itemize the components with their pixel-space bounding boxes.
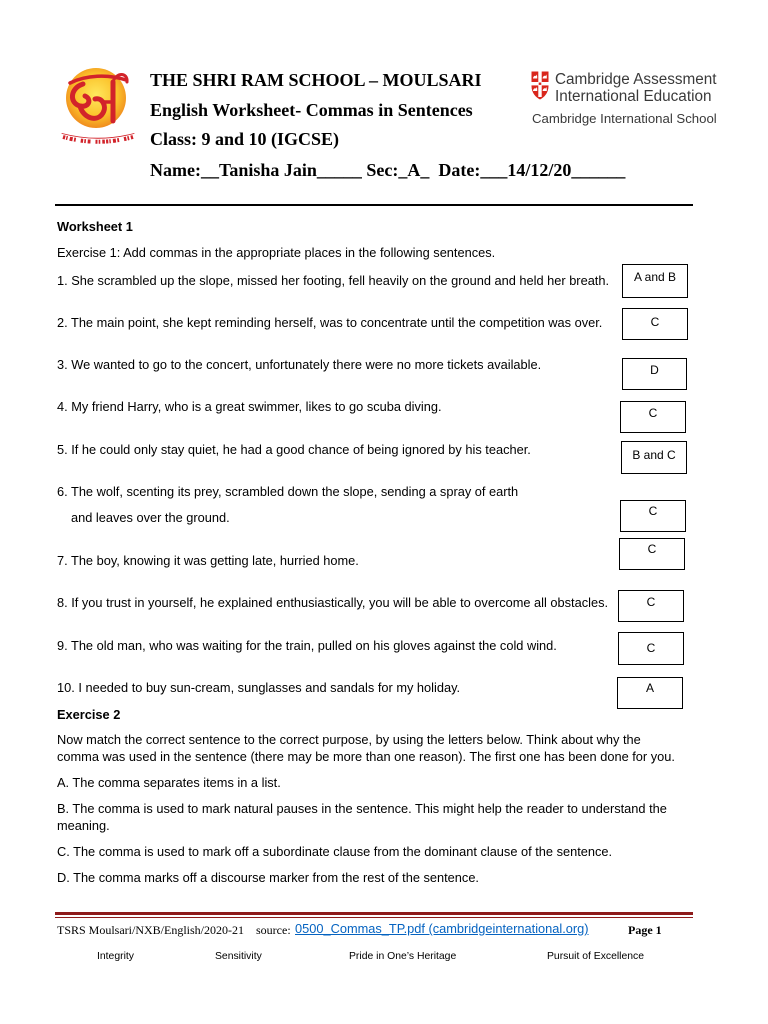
- answer-4: C: [648, 406, 658, 420]
- value-heritage: Pride in One’s Heritage: [349, 951, 457, 962]
- answer-9: C: [646, 641, 656, 655]
- class-line: Class: 9 and 10 (IGCSE): [150, 129, 340, 149]
- answer-3: D: [650, 363, 659, 377]
- answer-box-4: [620, 401, 686, 433]
- page-number: Page 1: [628, 923, 662, 937]
- document-code: TSRS Moulsari/NXB/English/2020-21: [57, 923, 245, 937]
- sentence-1: 1. She scrambled up the slope, missed her footing, fell heavily on the ground and held her breath.: [57, 273, 610, 288]
- answer-box-8: [618, 590, 684, 622]
- exercise2-instruction-line2: comma was used in the sentence (there may be more than one reason). The first one has been done for you.: [57, 749, 675, 764]
- student-name-field: Name:__Tanisha Jain_____: [150, 160, 362, 180]
- sentence-6: 6. The wolf, scenting its prey, scrambled down the slope, sending a spray of earth: [57, 484, 519, 499]
- answer-5: B and C: [632, 448, 676, 462]
- footer-rule-thin: [55, 917, 693, 918]
- cambridge-logo: [531, 71, 549, 100]
- answer-box-5: [621, 441, 687, 474]
- value-excellence: Pursuit of Excellence: [547, 951, 645, 962]
- worksheet-title: English Worksheet- Commas in Sentences: [150, 100, 473, 120]
- answer-box-6: [620, 500, 686, 532]
- footer-rule-thick: [55, 912, 693, 915]
- value-sensitivity: Sensitivity: [215, 951, 262, 962]
- value-integrity: Integrity: [97, 951, 134, 962]
- answer-box-9: [618, 632, 684, 665]
- sentence-8: 8. If you trust in yourself, he explained enthusiastically, you will be able to overcome all obstacles.: [57, 595, 609, 610]
- school-name: THE SHRI RAM SCHOOL – MOULSARI: [150, 70, 482, 90]
- answer-box-10: [617, 677, 683, 709]
- sentence-10: 10. I needed to buy sun-cream, sunglasses and sandals for my holiday.: [57, 680, 461, 695]
- answer-10: A: [645, 681, 654, 695]
- sentence-4: 4. My friend Harry, who is a great swimmer, likes to go scuba diving.: [57, 399, 442, 414]
- cambridge-name-line2: International Education: [555, 88, 712, 105]
- school-logo-emblem: [56, 66, 140, 148]
- exercise2-instruction-line1: Now match the correct sentence to the correct purpose, by using the letters below. Think about why the: [57, 732, 641, 747]
- answer-box-1: [622, 264, 688, 298]
- purpose-c: C. The comma is used to mark off a subordinate clause from the dominant clause of the sentence.: [57, 844, 613, 859]
- cambridge-name-line1: Cambridge Assessment: [555, 71, 717, 88]
- source-link[interactable]: 0500_Commas_TP.pdf (cambridgeinternational.org): [295, 921, 589, 936]
- sentence-5: 5. If he could only stay quiet, he had a good chance of being ignored by his teacher.: [57, 442, 531, 457]
- answer-box-2: [622, 308, 688, 340]
- school-logo: [56, 66, 140, 148]
- sentence-9: 9. The old man, who was waiting for the train, pulled on his gloves against the cold wind.: [57, 638, 557, 653]
- header-divider: [55, 204, 693, 206]
- cambridge-school-label: Cambridge International School: [532, 111, 717, 126]
- purpose-a: A. The comma separates items in a list.: [57, 775, 281, 790]
- source-label: source:: [256, 923, 291, 937]
- answer-box-7: [619, 538, 685, 570]
- answer-7: C: [647, 542, 657, 556]
- student-section-field: Sec:_A_: [366, 160, 430, 180]
- answer-box-3: [622, 358, 687, 390]
- sentence-7: 7. The boy, knowing it was getting late, hurried home.: [57, 553, 359, 568]
- answer-8: C: [646, 595, 656, 609]
- exercise1-instruction: Exercise 1: Add commas in the appropriate places in the following sentences.: [57, 245, 496, 260]
- student-details: [150, 160, 625, 180]
- worksheet-heading: Worksheet 1: [57, 219, 133, 234]
- student-date-field: Date:___14/12/20______: [438, 160, 626, 180]
- answer-2: C: [650, 315, 660, 329]
- sentence-3: 3. We wanted to go to the concert, unfortunately there were no more tickets available.: [57, 357, 542, 372]
- cambridge-shield-icon: [531, 71, 549, 100]
- sentence-6-continued: and leaves over the ground.: [71, 510, 230, 525]
- exercise2-heading: Exercise 2: [57, 707, 121, 722]
- answer-1: A and B: [633, 270, 677, 284]
- sentence-2: 2. The main point, she kept reminding herself, was to concentrate until the competition was over.: [57, 315, 603, 330]
- purpose-d: D. The comma marks off a discourse marker from the rest of the sentence.: [57, 870, 479, 885]
- purpose-b-continued: meaning.: [57, 818, 110, 833]
- purpose-b: B. The comma is used to mark natural pauses in the sentence. This might help the reader to understand the: [57, 801, 667, 816]
- answer-6: C: [648, 504, 658, 518]
